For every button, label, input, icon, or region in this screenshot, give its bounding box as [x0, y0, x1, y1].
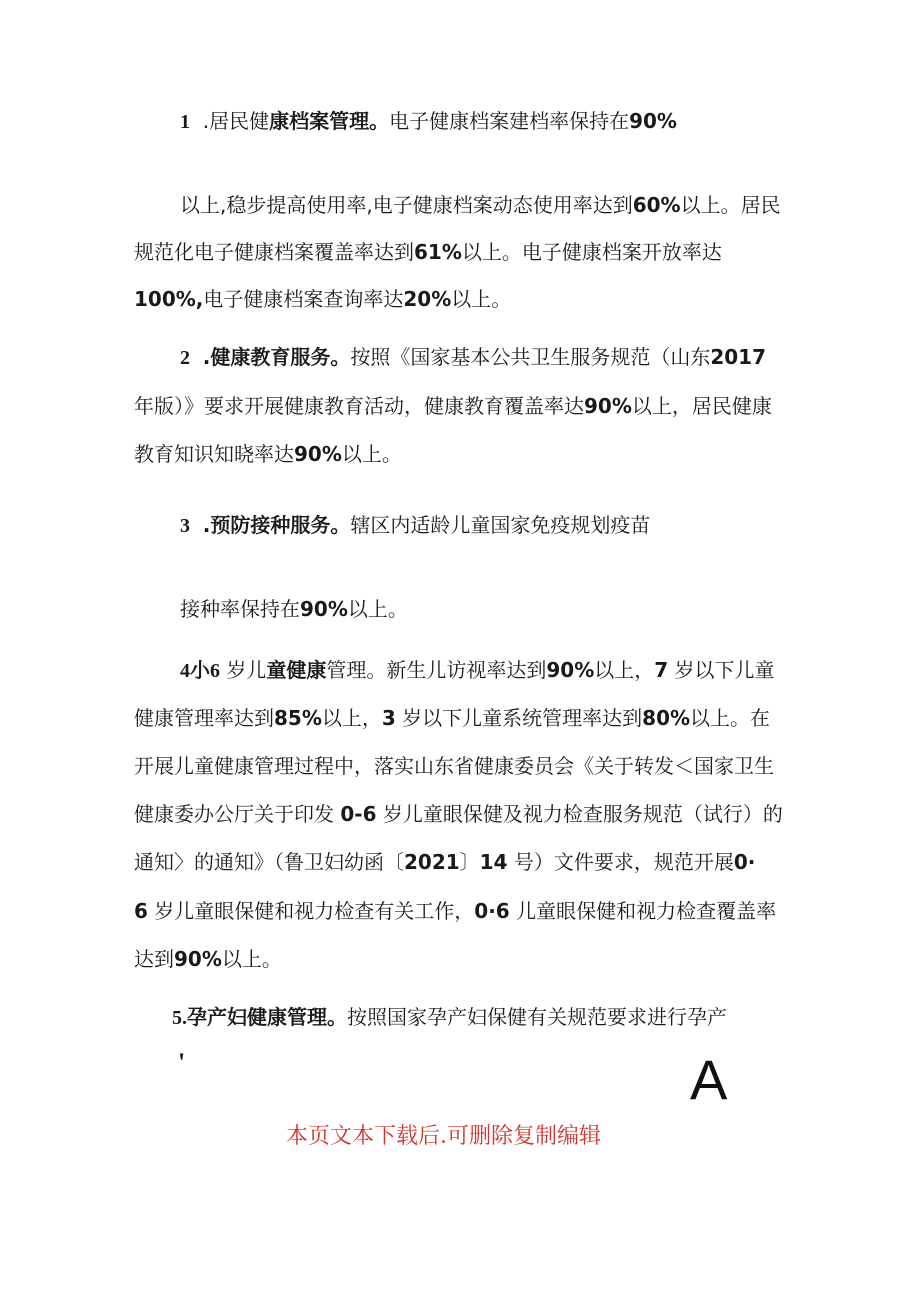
section4-line6: 6 岁儿童眼保健和视力检查有关工作，0·6 儿童眼保健和视力检查覆盖率 — [134, 899, 777, 923]
section1-line4: 100%,电子健康档案查询率达20%以上。 — [134, 287, 512, 311]
section4-number: 4小6 — [180, 660, 220, 682]
section5-line1: 5.孕产妇健康管理。按照国家孕产妇保健有关规范要求进行孕产 — [172, 1005, 727, 1029]
section2-line1: 2 .健康教育服务。按照《国家基本公共卫生服务规范（山东2017 — [180, 345, 766, 369]
section4-line2: 健康管理率达到85%以上，3 岁以下儿童系统管理率达到80%以上。在 — [134, 706, 771, 730]
stray-mark: ' — [178, 1048, 186, 1077]
section1-line2: 以上,稳步提高使用率,电子健康档案动态使用率达到60%以上。居民 — [180, 193, 781, 217]
section4-line5: 通知〉的通知》（鲁卫妇幼函〔2021〕14 号）文件要求，规范开展0· — [134, 850, 756, 874]
download-notice: 本页文本下载后.可删除复制编辑 — [286, 1124, 601, 1149]
section2-number: 2 — [180, 347, 190, 369]
section3-number: 3 — [180, 515, 190, 537]
section4-line4: 健康委办公厅关于印发 0-6 岁儿童眼保健及视力检查服务规范（试行）的 — [134, 802, 783, 826]
section2-line3: 教育知识知晓率达90%以上。 — [134, 442, 402, 466]
section3-line1: 3 .预防接种服务。辖区内适龄儿童国家免疫规划疫苗 — [180, 513, 651, 537]
section1-line3: 规范化电子健康档案覆盖率达到61%以上。电子健康档案开放率达 — [134, 240, 722, 264]
section1-number: 1 — [180, 111, 190, 133]
section4-line7: 达到90%以上。 — [134, 947, 282, 971]
section3-line2: 接种率保持在90%以上。 — [180, 597, 408, 621]
large-letter-a: A — [690, 1048, 728, 1111]
section2-line2: 年版）》要求开展健康教育活动，健康教育覆盖率达90%以上，居民健康 — [134, 394, 772, 418]
section1-line1: 1 .居民健康档案管理。电子健康档案建档率保持在90% — [180, 109, 677, 133]
section5-number: 5. — [172, 1007, 187, 1029]
section4-line1: 4小6 岁儿童健康管理。新生儿访视率达到90%以上，7 岁以下儿童 — [180, 658, 775, 682]
section4-line3: 开展儿童健康管理过程中，落实山东省健康委员会《关于转发＜国家卫生 — [134, 754, 774, 778]
